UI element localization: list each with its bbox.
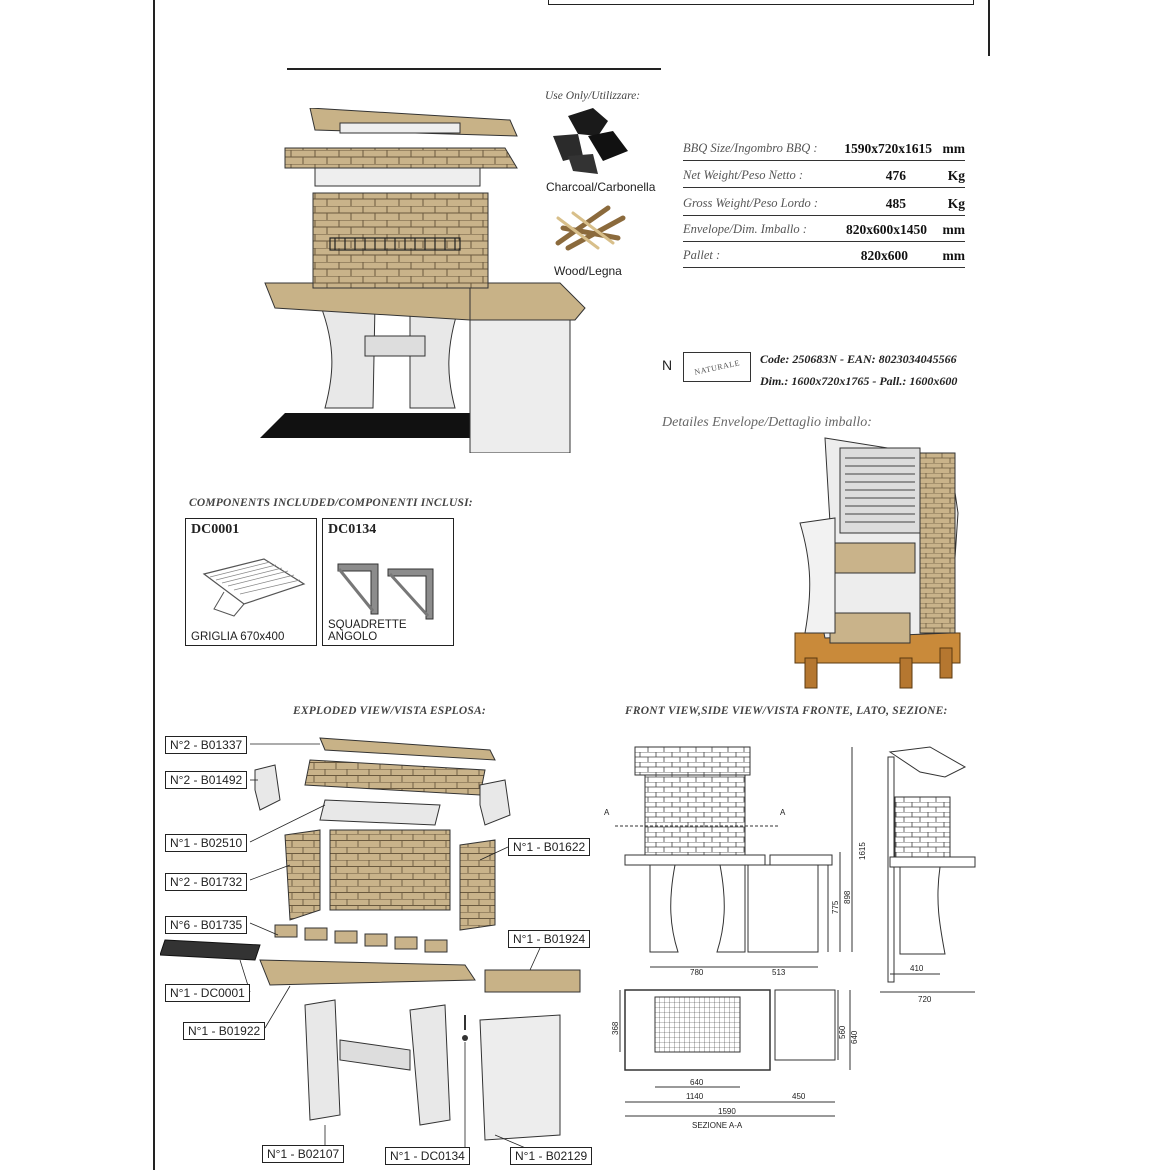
charcoal-icon [548,106,633,176]
spec-unit: mm [942,222,965,237]
finish-letter: N [662,357,673,373]
part-label-b02510: N°1 - B02510 [165,834,247,852]
spec-value: 485 [885,196,906,211]
part-label-b01924: N°1 - B01924 [508,930,590,948]
use-only-title: Use Only/Utilizzare: [545,90,641,102]
part-label-b01622: N°1 - B01622 [508,838,590,856]
grill-icon [194,554,309,624]
spec-label: Envelope/Dim. Imballo : [683,222,807,236]
part-label-dc0134: N°1 - DC0134 [385,1147,470,1165]
part-label-b02107: N°1 - B02107 [262,1145,344,1163]
finish-dim-line: Dim.: 1600x720x1765 - Pall.: 1600x600 [760,374,958,388]
component-name: SQUADRETTE ANGOLO [328,619,407,643]
right-vertical-rule [988,0,990,56]
dim-plan-d2: 560 [838,1025,847,1039]
part-label-b01492: N°2 - B01492 [165,771,247,789]
exploded-title: EXPLODED VIEW/VISTA ESPLOSA: [293,705,486,717]
spec-row-net-weight [683,163,965,188]
dim-plan-w4: 1590 [718,1107,736,1116]
part-label-b01732: N°2 - B01732 [165,873,247,891]
top-frame-box [548,0,974,5]
charcoal-label: Charcoal/Carbonella [546,180,656,194]
dim-plan-w2: 1140 [686,1092,704,1101]
spec-label: Net Weight/Peso Netto : [683,168,804,182]
spec-unit: mm [942,141,965,156]
part-label-b02129: N°1 - B02129 [510,1147,592,1165]
naturale-stamp [683,352,751,382]
left-vertical-rule [153,0,155,1170]
component-code: DC0001 [191,522,240,537]
top-horizontal-rule [287,68,661,70]
component-name: GRIGLIA 670x400 [191,631,285,643]
part-label-b01337: N°2 - B01337 [165,736,247,754]
envelope-detail-title: Detailes Envelope/Dettaglio imballo: [662,415,872,430]
finish-code-line: Code: 250683N - EAN: 8023034045566 [760,352,957,366]
dim-h-counter: 775 [831,900,840,914]
component-card-dc0001 [185,518,317,646]
wood-icon [553,198,628,253]
dim-side-w1: 410 [910,964,924,973]
wood-label: Wood/Legna [554,264,622,278]
spec-row-envelope [683,217,965,242]
dim-plan-w3: 450 [792,1092,806,1101]
spec-unit: mm [942,248,965,263]
spec-value: 820x600 [860,248,908,263]
front-view-title: FRONT VIEW,SIDE VIEW/VISTA FRONTE, LATO, SEZIONE: [625,705,948,717]
part-label-dc0001: N°1 - DC0001 [165,984,250,1002]
bracket-icon [333,549,443,624]
dim-side-w2: 720 [918,995,932,1004]
part-label-b01922: N°1 - B01922 [183,1022,265,1040]
naturale-stamp-text: NATURALE [693,357,741,377]
dim-plan-d3: 640 [850,1030,859,1044]
part-label-b01735: N°6 - B01735 [165,916,247,934]
spec-row-bbq-size [683,136,965,161]
dim-front-w1: 780 [690,968,704,977]
section-mark-left: A [604,808,610,817]
dim-h-total: 1615 [858,842,867,860]
dim-front-w2: 513 [772,968,786,977]
components-title: COMPONENTS INCLUDED/COMPONENTI INCLUSI: [189,497,473,509]
spec-value: 476 [885,168,906,183]
spec-value: 820x600x1450 [846,222,927,237]
dim-plan-w1: 640 [690,1078,704,1087]
spec-row-gross-weight [683,191,965,216]
spec-label: Gross Weight/Peso Lordo : [683,196,819,210]
component-card-dc0134 [322,518,454,646]
spec-label: Pallet : [683,248,721,262]
section-label: SEZIONE A-A [692,1121,743,1130]
spec-value: 1590x720x1615 [844,141,932,156]
spec-unit: Kg [947,196,965,211]
dim-h-top: 898 [843,890,852,904]
spec-unit: Kg [947,168,965,183]
envelope-illustration [790,433,965,691]
component-code: DC0134 [328,522,377,537]
technical-drawing [600,742,985,1137]
section-mark-right: A [780,808,786,817]
dim-plan-d1: 368 [611,1021,620,1035]
spec-label: BBQ Size/Ingombro BBQ : [683,141,818,155]
spec-row-pallet [683,243,965,268]
